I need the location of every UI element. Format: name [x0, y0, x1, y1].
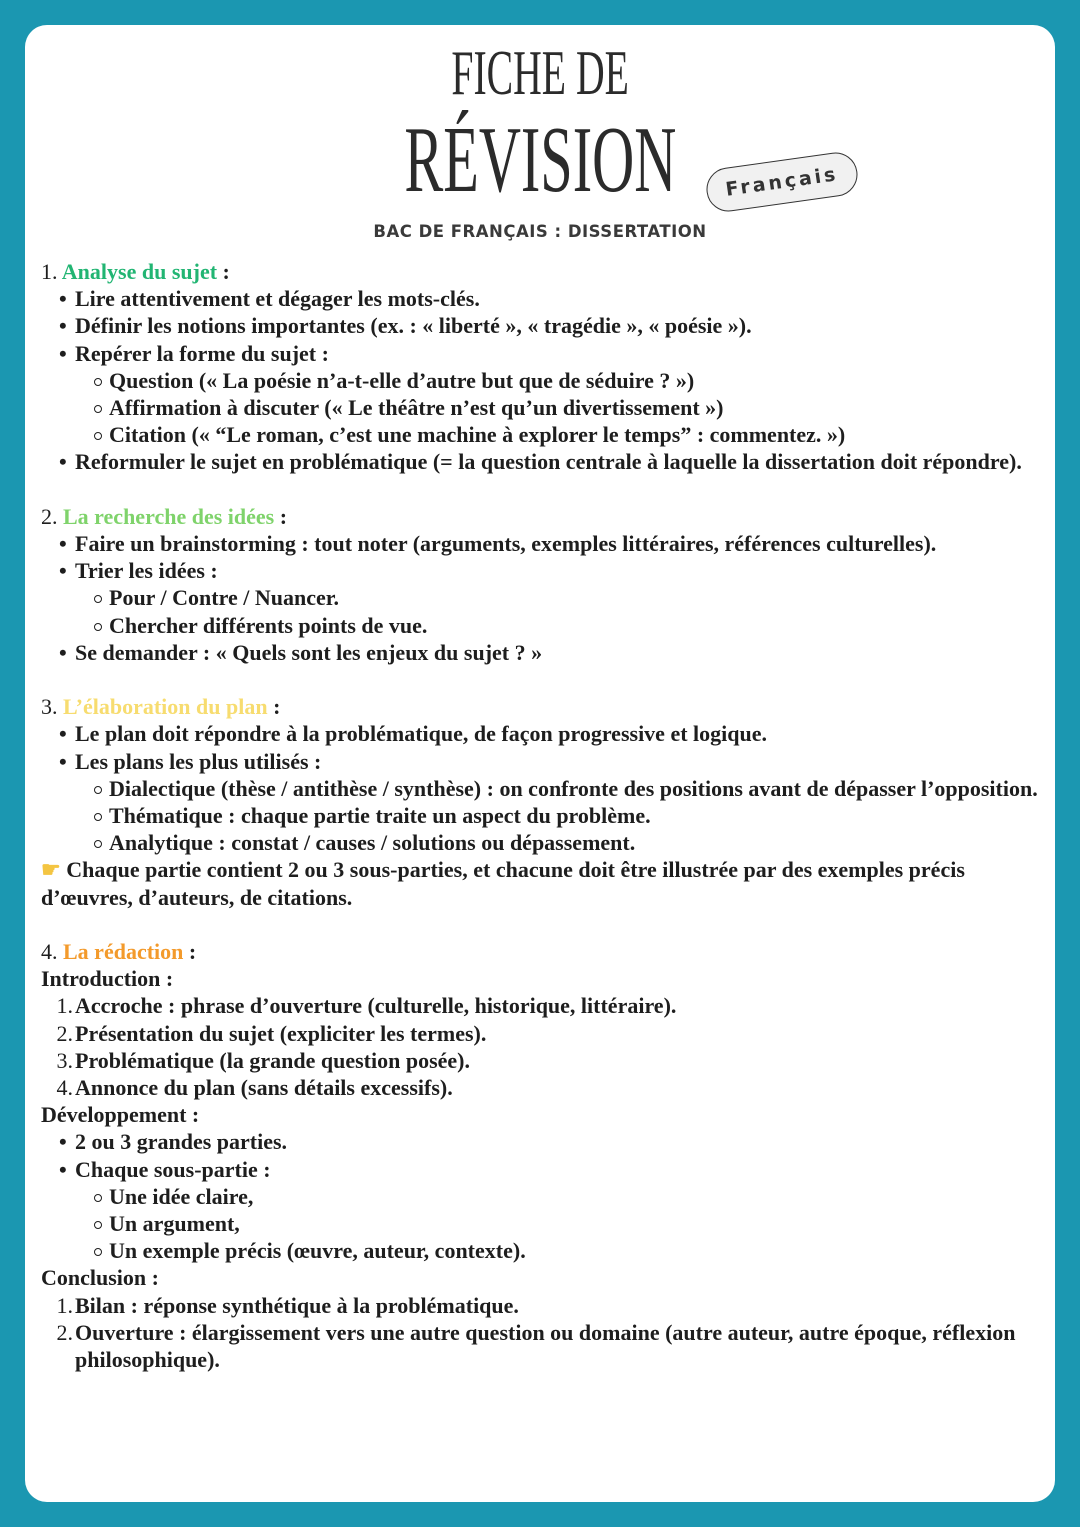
- section-heading: 3. L’élaboration du plan :: [41, 694, 281, 720]
- numbered-item: [41, 1020, 1041, 1047]
- section-number: 1.: [41, 259, 58, 284]
- item-text: Définir les notions importantes (ex. : « liberté », « tragédie », « poésie »).: [75, 313, 752, 339]
- item-text: Problématique (la grande question posée).: [75, 1047, 470, 1073]
- numbered-item: [41, 1292, 1041, 1319]
- item-text: Introduction :: [41, 966, 174, 992]
- list-item: [41, 1237, 1041, 1264]
- item-text: Dialectique (thèse / antithèse / synthèse) : on confronte des positions avant de dépasser l’opposition.: [109, 775, 1038, 801]
- list-item: [41, 612, 1041, 639]
- item-text: Chercher différents points de vue.: [109, 612, 428, 638]
- list-item: [41, 802, 1041, 829]
- item-text: Se demander : « Quels sont les enjeux du sujet ? »: [75, 639, 543, 665]
- numbered-item: [41, 1047, 1041, 1074]
- section-title: Analyse du sujet: [61, 259, 218, 284]
- list-item: [41, 1210, 1041, 1237]
- section-number: 2.: [41, 503, 58, 529]
- list-item: [41, 1183, 1041, 1210]
- section-number: 3.: [41, 694, 58, 720]
- title-text: RÉVISION: [404, 108, 676, 212]
- item-text: Citation (« “Le roman, c’est une machine à explorer le temps” : commentez. »): [109, 422, 846, 448]
- item-text: Repérer la forme du sujet :: [75, 340, 329, 366]
- note: [41, 856, 1041, 910]
- section-heading: 1. Analyse du sujet :: [41, 259, 230, 284]
- list-item: [41, 448, 1041, 475]
- subject-badge: Français: [704, 150, 861, 215]
- list-item: [41, 367, 1041, 394]
- pointing-hand-icon: ☛: [41, 857, 67, 883]
- list-item: [41, 775, 1041, 802]
- spacer: [41, 666, 1041, 693]
- section-heading: 4. La rédaction :: [41, 939, 197, 965]
- item-text: Thématique : chaque partie traite un aspect du problème.: [109, 803, 651, 829]
- title-text: FICHE DE: [451, 37, 629, 108]
- item-text: Bilan : réponse synthétique à la problématique.: [75, 1292, 519, 1318]
- item-text: Lire attentivement et dégager les mots-clés.: [75, 286, 480, 312]
- item-text: 2 ou 3 grandes parties.: [75, 1129, 288, 1155]
- subheading: [41, 965, 1041, 992]
- list-item: [41, 421, 1041, 448]
- item-text: Pour / Contre / Nuancer.: [109, 585, 339, 611]
- spacer: [41, 911, 1041, 938]
- item-text: Un exemple précis (œuvre, auteur, contexte).: [109, 1238, 526, 1264]
- section-heading: 2. La recherche des idées :: [41, 503, 288, 529]
- item-text: Une idée claire,: [109, 1183, 254, 1209]
- item-number: 4.: [56, 1075, 73, 1101]
- item-text: Annonce du plan (sans détails excessifs).: [75, 1075, 453, 1101]
- list-item: [41, 829, 1041, 856]
- section-title: La rédaction: [63, 939, 184, 965]
- section-title: L’élaboration du plan: [63, 694, 268, 720]
- list-item: [41, 340, 1041, 367]
- title-line-2: [0, 108, 1080, 212]
- list-item: [41, 394, 1041, 421]
- list-item: [41, 720, 1041, 747]
- section-number: 4.: [41, 939, 58, 965]
- spacer: [41, 476, 1041, 503]
- subheading: [41, 1264, 1041, 1291]
- section-title: La recherche des idées: [63, 503, 275, 529]
- list-item: [41, 639, 1041, 666]
- subheading: [41, 1101, 1041, 1128]
- numbered-item: [41, 1319, 1041, 1373]
- item-text: Les plans les plus utilisés :: [75, 748, 322, 774]
- list-item: [41, 530, 1041, 557]
- numbered-item: [41, 992, 1041, 1019]
- item-text: Chaque partie contient 2 ou 3 sous-parties, et chacune doit être illustrée par des exemples précis d’œuvres, d’auteurs, de citations.: [41, 857, 965, 910]
- item-text: Conclusion :: [41, 1265, 159, 1291]
- item-text: Le plan doit répondre à la problématique, de façon progressive et logique.: [75, 721, 768, 747]
- item-number: 1.: [56, 1292, 73, 1318]
- item-text: Faire un brainstorming : tout noter (arguments, exemples littéraires, références culturelles).: [75, 531, 937, 557]
- item-text: Ouverture : élargissement vers une autre question ou domaine (autre auteur, autre époque, réflexion philosophique).: [75, 1319, 1016, 1373]
- list-item: [41, 285, 1041, 312]
- item-number: 2.: [56, 1020, 73, 1046]
- item-text: Un argument,: [109, 1211, 240, 1237]
- item-number: 3.: [56, 1047, 73, 1073]
- item-text: Analytique : constat / causes / solutions ou dépassement.: [109, 830, 636, 856]
- item-text: Question (« La poésie n’a-t-elle d’autre but que de séduire ? »): [109, 367, 695, 393]
- item-number: 1.: [56, 993, 73, 1019]
- list-item: [41, 1156, 1041, 1183]
- list-item: [41, 557, 1041, 584]
- title-line-1: [0, 38, 1080, 108]
- item-text: Trier les idées :: [75, 558, 218, 584]
- item-text: Reformuler le sujet en problématique (= la question centrale à laquelle la dissertation doit répondre).: [75, 449, 1022, 475]
- list-item: [41, 1128, 1041, 1155]
- item-text: Développement :: [41, 1102, 200, 1128]
- list-item: [41, 584, 1041, 611]
- item-text: Présentation du sujet (expliciter les termes).: [75, 1020, 487, 1046]
- item-number: 2.: [56, 1319, 73, 1345]
- item-text: Affirmation à discuter (« Le théâtre n’est qu’un divertissement »): [109, 395, 724, 421]
- list-item: [41, 748, 1041, 775]
- content: [41, 258, 1041, 1373]
- numbered-item: [41, 1074, 1041, 1101]
- subtitle: BAC DE FRANÇAIS : DISSERTATION: [373, 222, 707, 241]
- item-text: Accroche : phrase d’ouverture (culturelle, historique, littéraire).: [75, 993, 677, 1019]
- item-text: Chaque sous-partie :: [75, 1156, 271, 1182]
- list-item: [41, 312, 1041, 339]
